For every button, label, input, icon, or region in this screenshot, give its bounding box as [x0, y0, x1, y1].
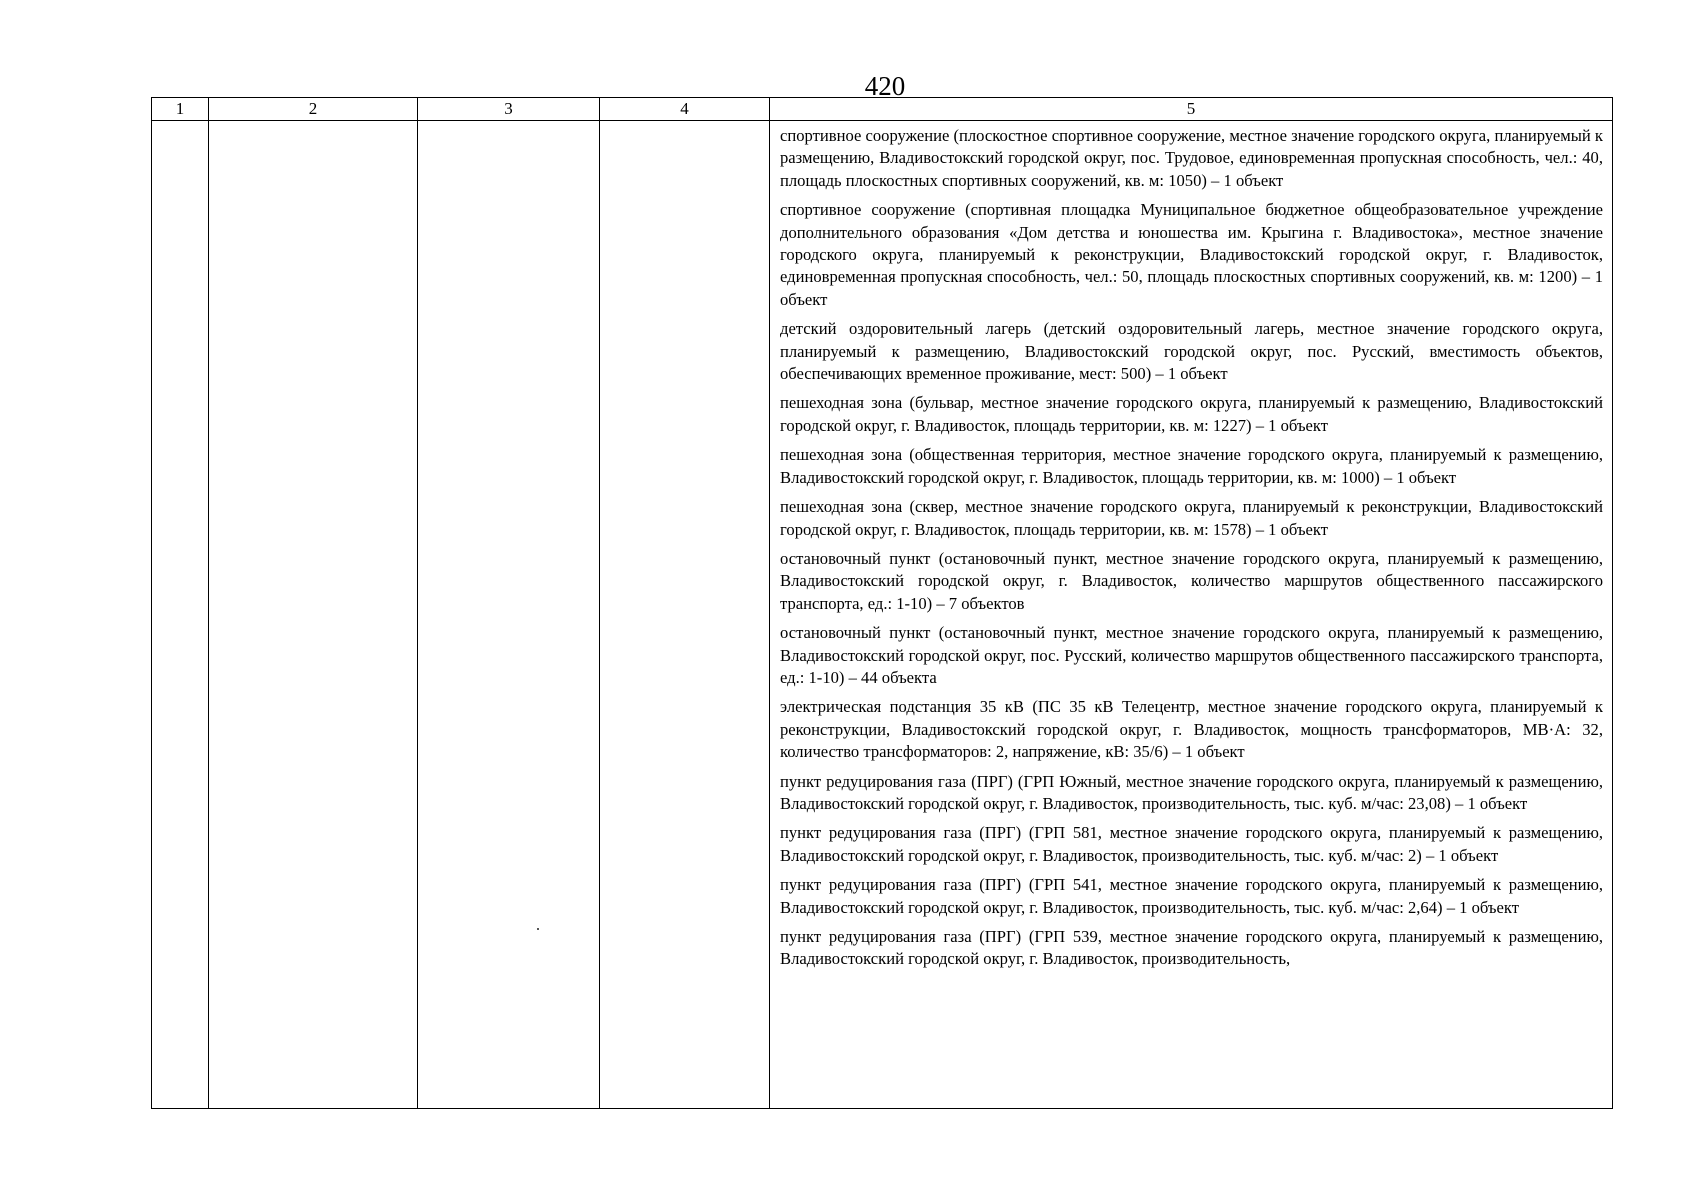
column-header-1: 1 [152, 98, 209, 121]
column-header-3: 3 [418, 98, 600, 121]
column-header-4: 4 [600, 98, 770, 121]
entries-list [780, 125, 1603, 971]
list-item: пешеходная зона (сквер, местное значение городского округа, планируемый к реконструкции, Владивостокский городской округ, г. Владивосток, площадь территории, кв. м: 1578) – 1 объект [780, 497, 1603, 539]
scan-speck [537, 928, 539, 930]
list-item: остановочный пункт (остановочный пункт, местное значение городского округа, планируемый к размещению, Владивостокский городской округ, пос. Русский, количество маршрутов общественного пассажирского транспорта, ед.: 1-10) – 44 объекта [780, 623, 1603, 687]
list-item: детский оздоровительный лагерь (детский оздоровительный лагерь, местное значение городского округа, планируемый к размещению, Владивостокский городской округ, пос. Русский, вместимость объектов, обеспечивающих временное проживание, мест: 500) – 1 объект [780, 319, 1603, 384]
page-number: 420 [864, 71, 906, 101]
list-item: остановочный пункт (остановочный пункт, местное значение городского округа, планируемый к размещению, Владивостокский городской округ, г. Владивосток, количество маршрутов общественного пассажирского транспорта, ед.: 1-10) – 7 объектов [780, 548, 1603, 613]
table-header-row [152, 98, 1613, 121]
cell-column-2 [209, 121, 418, 1109]
list-item: пункт редуцирования газа (ПРГ) (ГРП 541, местное значение городского округа, планируемый к размещению, Владивостокский городской округ, г. Владивосток, производительность, тыс. куб. м/час: 2,64) – 1 объект [780, 875, 1603, 917]
list-item: спортивное сооружение (спортивная площадка Муниципальное бюджетное общеобразовательное учреждение дополнительного образования «Дом детства и юношества им. Крыгина г. Владивостока», местное значение городского округа, планируемый к реконструкции, Владивостокский городской округ, г. Владивосток, единовременная пропускная способность, чел.: 50, площадь плоскостных спортивных сооружений, кв. м: 1200) – 1 объект [780, 200, 1603, 309]
cell-column-4 [600, 121, 770, 1109]
cell-column-1 [152, 121, 209, 1109]
column-header-5: 5 [770, 98, 1613, 121]
list-item: спортивное сооружение (плоскостное спортивное сооружение, местное значение городского округа, планируемый к размещению, Владивостокский городской округ, пос. Трудовое, единовременная пропускная способность, чел.: 40, площадь плоскостных спортивных сооружений, кв. м: 1050) – 1 объект [780, 126, 1603, 190]
list-item: электрическая подстанция 35 кВ (ПС 35 кВ Телецентр, местное значение городского округа, планируемый к реконструкции, Владивостокский городской округ, г. Владивосток, мощность трансформаторов, МВ·А: 32, количество трансформаторов: 2, напряжение, кВ: 35/6) – 1 объект [780, 697, 1603, 762]
list-item: пункт редуцирования газа (ПРГ) (ГРП Южный, местное значение городского округа, планируемый к размещению, Владивостокский городской округ, г. Владивосток, производительность, тыс. куб. м/час: 23,08) – 1 объект [780, 771, 1603, 813]
list-item: пункт редуцирования газа (ПРГ) (ГРП 539, местное значение городского округа, планируемый к размещению, Владивостокский городской округ, г. Владивосток, производительность, [780, 927, 1603, 969]
list-item: пешеходная зона (бульвар, местное значение городского округа, планируемый к размещению, Владивостокский городской округ, г. Владивосток, площадь территории, кв. м: 1227) – 1 объект [780, 393, 1603, 435]
cell-column-5 [770, 121, 1613, 1109]
document-table [151, 97, 1613, 1109]
list-item: пункт редуцирования газа (ПРГ) (ГРП 581, местное значение городского округа, планируемый к размещению, Владивостокский городской округ, г. Владивосток, производительность, тыс. куб. м/час: 2) – 1 объект [780, 823, 1603, 865]
table-row [152, 121, 1613, 1109]
list-item: пешеходная зона (общественная территория, местное значение городского округа, планируемый к размещению, Владивостокский городской округ, г. Владивосток, площадь территории, кв. м: 1000) – 1 объект [780, 445, 1603, 487]
cell-column-3 [418, 121, 600, 1109]
column-header-2: 2 [209, 98, 418, 121]
